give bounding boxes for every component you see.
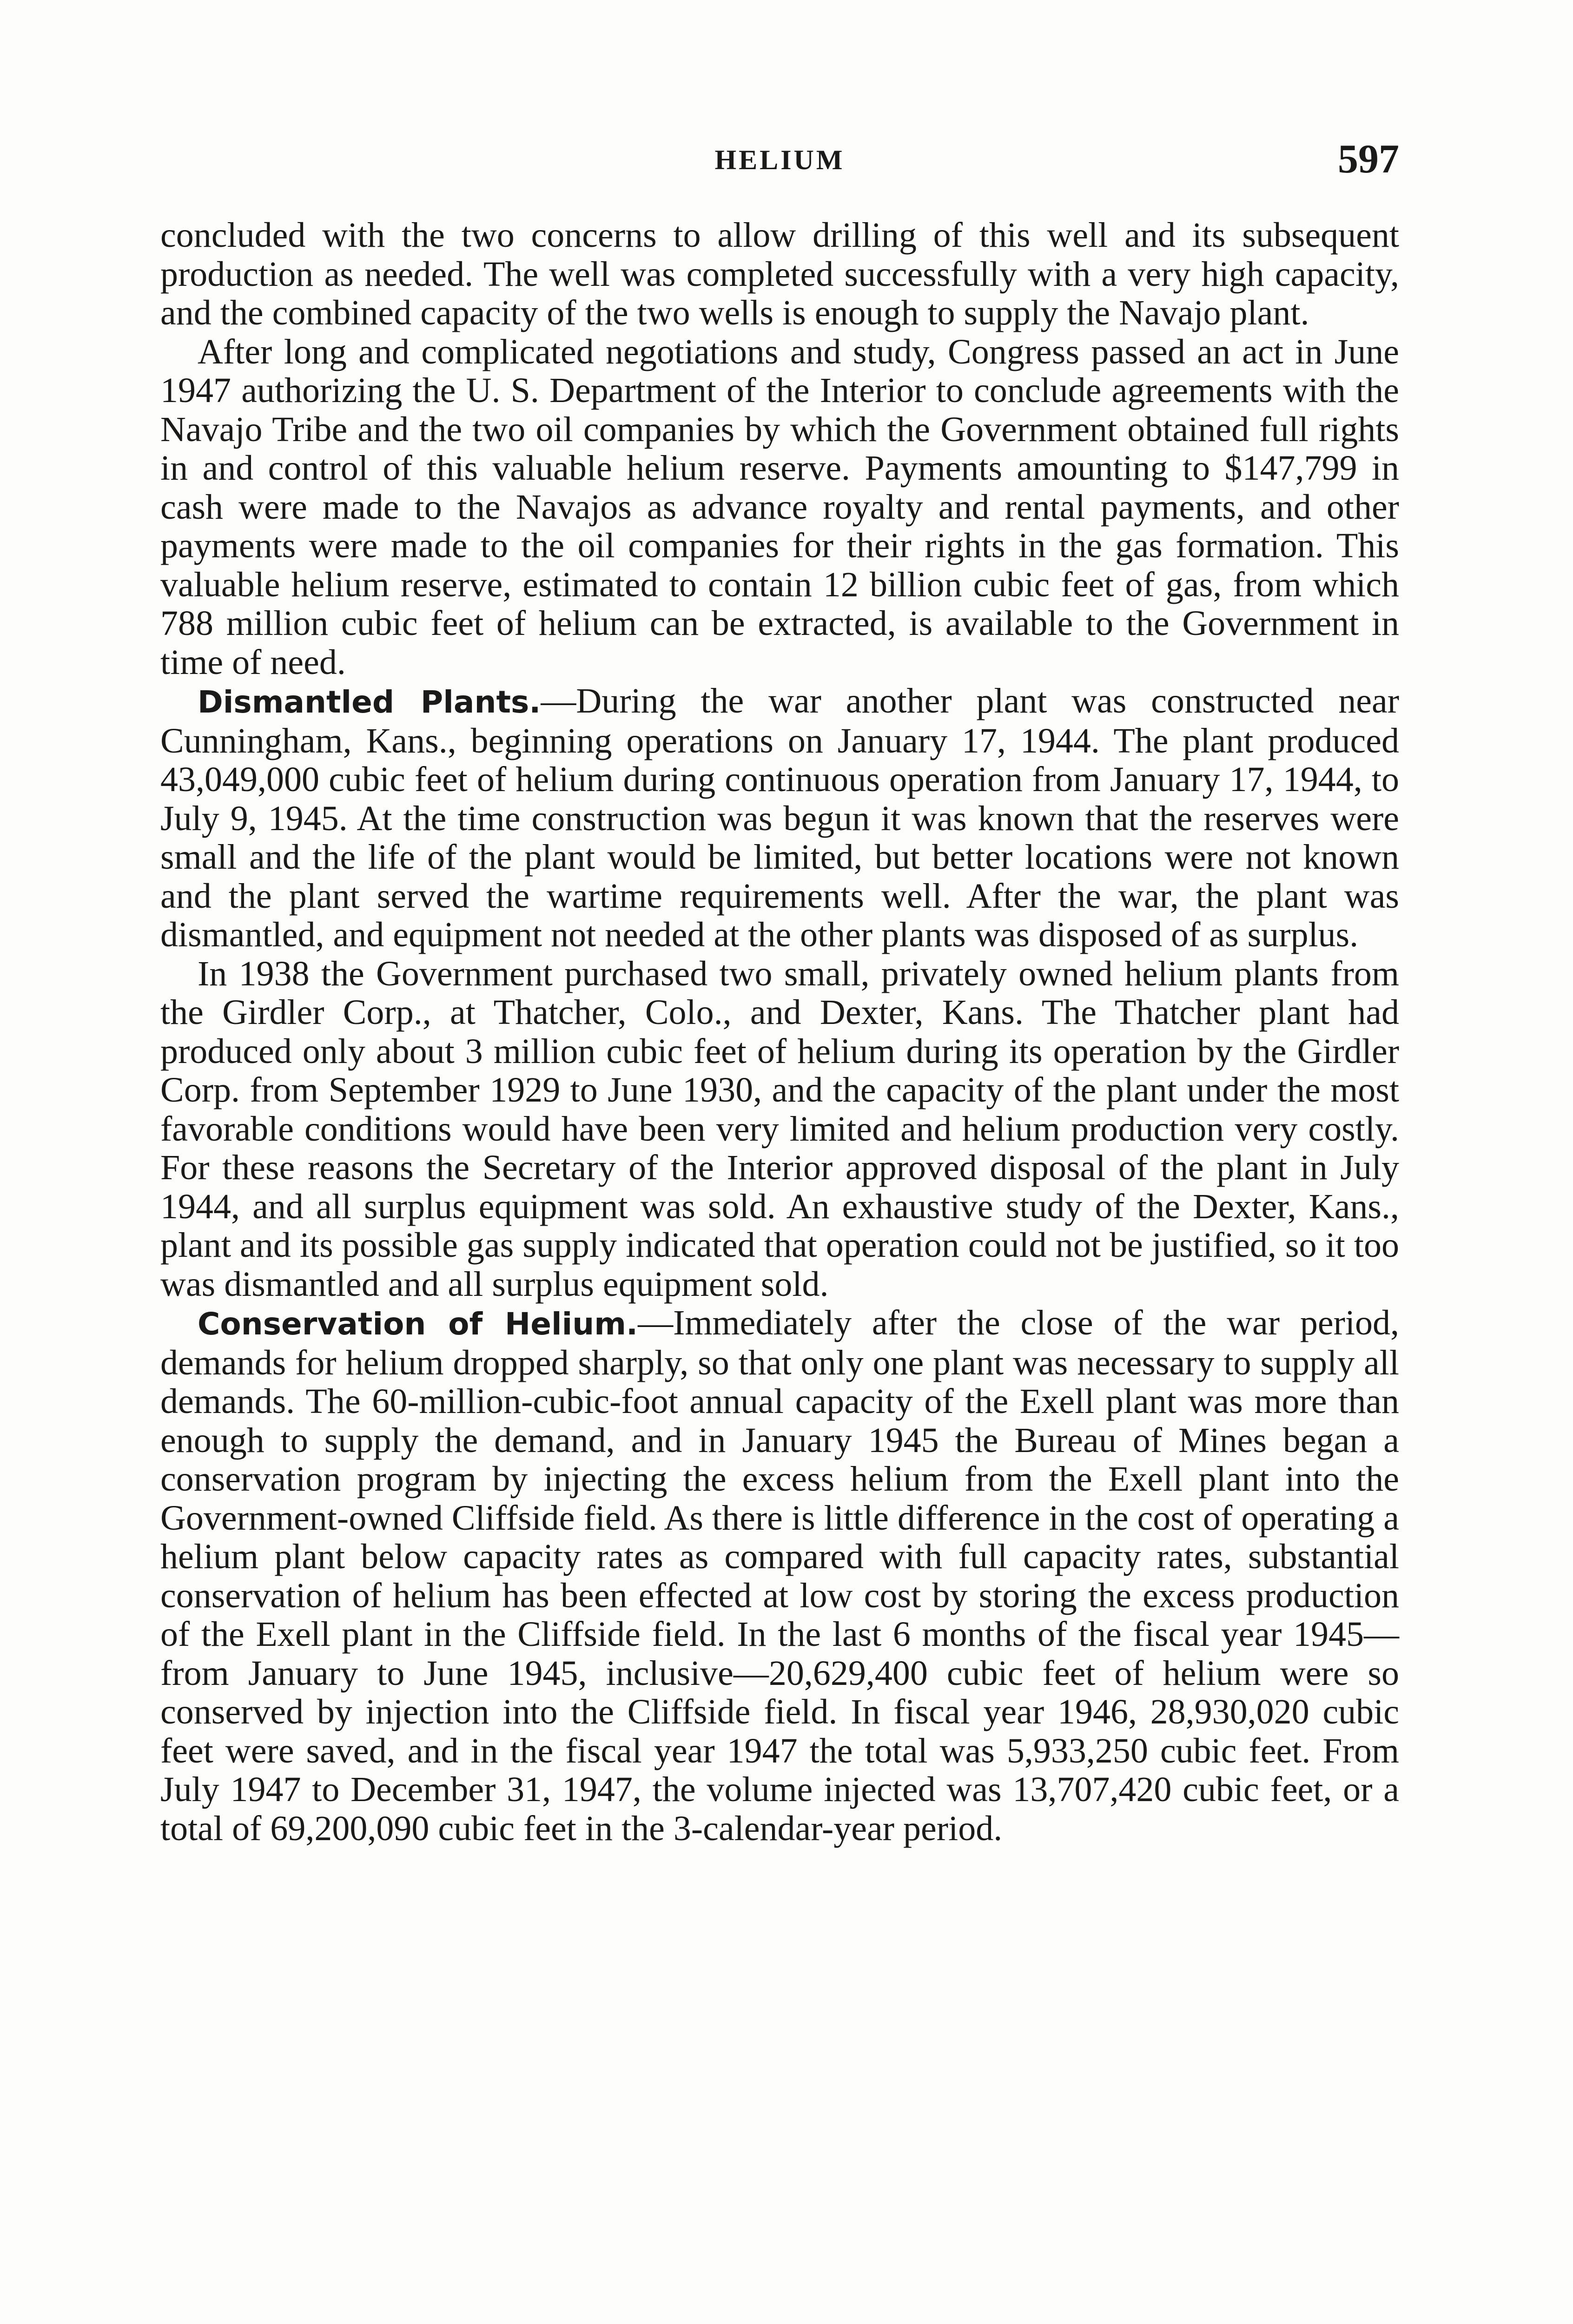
paragraph-text: —During the war another plant was constructed near Cunningham, Kans., beginning operations on January 17, 1944. The plant produced 43,049,000 cubic feet of helium during continuous operation from January 17, 1944, to July 9, 1945. At the time construction was begun it was known that the reserves were small and the life of the plant would be limited, but better locations were not known and the plant served the wartime requirements well. After the war, the plant was dismantled, and equipment not needed at the other plants was disposed of as surplus.	[160, 681, 1399, 954]
running-head	[160, 139, 1399, 191]
body-text	[160, 216, 1399, 1848]
paragraph-text: —Immediately after the close of the war period, demands for helium dropped sharply, so that only one plant was necessary to supply all demands. The 60-million-cubic-foot annual capacity of the Exell plant was more than enough to supply the demand, and in January 1945 the Bureau of Mines began a conservation program by injecting the excess helium from the Exell plant into the Government-owned Cliffside field. As there is little difference in the cost of operating a helium plant below capacity rates as compared with full capacity rates, substantial conservation of helium has been effected at low cost by storing the excess production of the Exell plant in the Cliffside field. In the last 6 months of the fiscal year 1945—from January to June 1945, inclusive—20,629,400 cubic feet of helium were so conserved by injection into the Cliffside field. In fiscal year 1946, 28,930,020 cubic feet were saved, and in the fiscal year 1947 the total was 5,933,250 cubic feet. From July 1947 to December 31, 1947, the volume injected was 13,707,420 cubic feet, or a total of 69,200,090 cubic feet in the 3-calendar-year period.	[160, 1303, 1399, 1848]
running-title: HELIUM	[714, 145, 845, 175]
side-heading-dismantled-plants: Dismantled Plants.	[198, 684, 541, 720]
paragraph-navajo-wells	[160, 216, 1399, 333]
paragraph-congress-act	[160, 333, 1399, 682]
paragraph-text: After long and complicated negotiations and study, Congress passed an act in June 1947 authorizing the U. S. Department of the Interior to conclude agreements with the Navajo Tribe and the two oil companies by which the Government obtained full rights in and control of this valuable helium reserve. Payments amounting to $147,799 in cash were made to the Navajos as advance royalty and rental payments, and other payments were made to the oil companies for their rights in the gas formation. This valuable helium reserve, estimated to contain 12 billion cubic feet of gas, from which 788 million cubic feet of helium can be extracted, is available to the Government in time of need.	[160, 332, 1399, 682]
paragraph-girdler-plants	[160, 955, 1399, 1304]
paragraph-conservation	[160, 1304, 1399, 1848]
page-number: 597	[1338, 137, 1399, 182]
paragraph-text: In 1938 the Government purchased two small, privately owned helium plants from the Girdler Corp., at Thatcher, Colo., and Dexter, Kans. The Thatcher plant had produced only about 3 million cubic feet of helium during its operation by the Girdler Corp. from September 1929 to June 1930, and the capacity of the plant under the most favorable conditions would have been very limited and helium production very costly. For these reasons the Secretary of the Interior approved disposal of the plant in July 1944, and all surplus equipment was sold. An exhaustive study of the Dexter, Kans., plant and its possible gas supply indicated that operation could not be justified, so it too was dismantled and all surplus equipment sold.	[160, 954, 1399, 1304]
paragraph-text: concluded with the two concerns to allow drilling of this well and its subsequent production as needed. The well was completed successfully with a very high capacity, and the combined capacity of the two wells is enough to supply the Navajo plant.	[160, 216, 1399, 332]
paragraph-dismantled-plants	[160, 682, 1399, 955]
side-heading-conservation: Conservation of Helium.	[198, 1306, 638, 1342]
